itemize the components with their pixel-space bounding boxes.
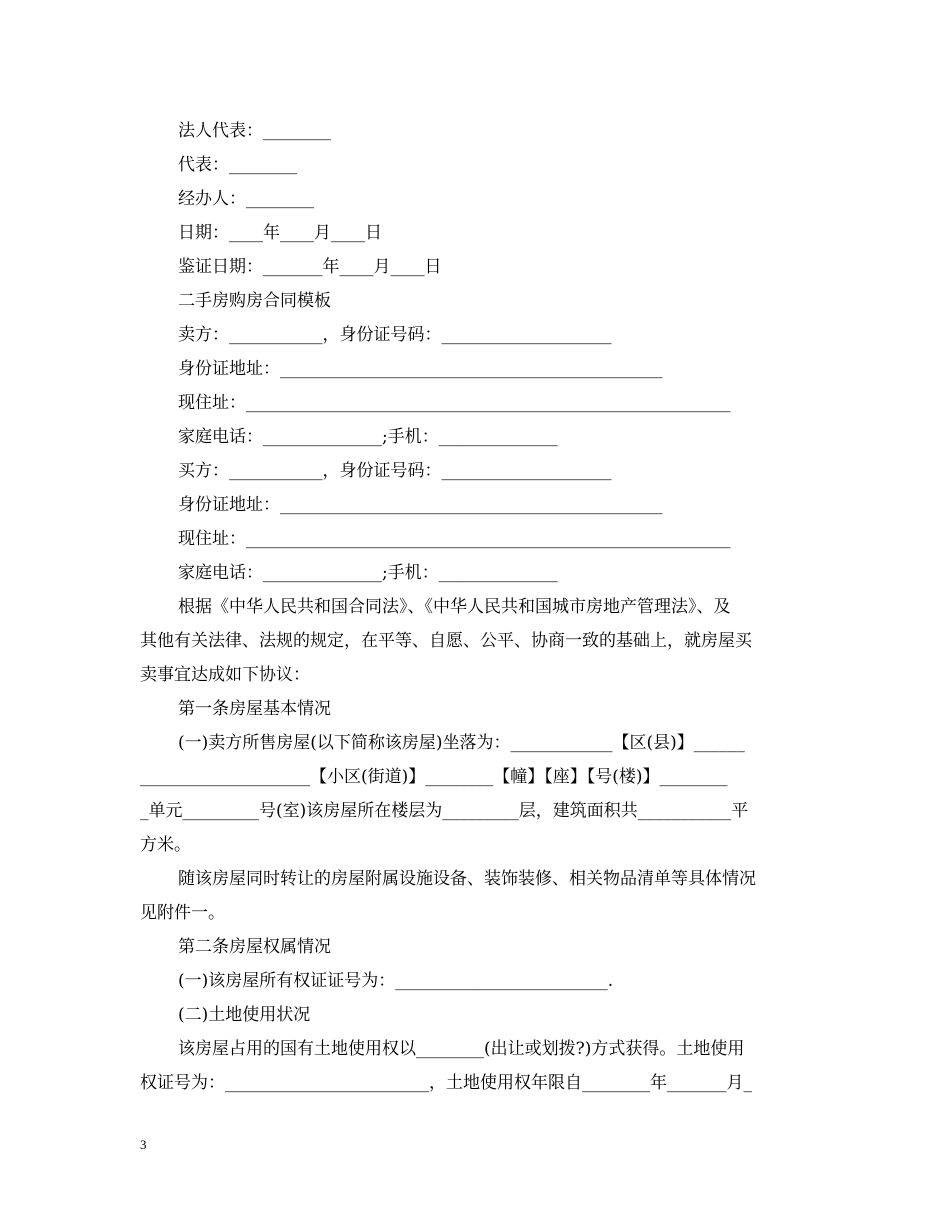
seller-phone-line: 家庭电话：______________;手机：______________ (178, 427, 558, 447)
article-1-attachment-line-2: 见附件一。 (140, 903, 225, 923)
article-1-clause-1-line-1: (一)卖方所售房屋(以下简称该房屋)坐落为：____________【区(县)】______ (178, 733, 745, 753)
article-1-clause-1-line-2: ____________________【小区(街道)】________【幢】【座】【号(楼)】________ (140, 767, 728, 787)
preamble-line-1: 根据《中华人民共和国合同法》、《中华人民共和国城市房地产管理法》、及 (178, 597, 731, 617)
contract-title: 二手房购房合同模板 (178, 291, 331, 311)
representative-line: 代表：________ (178, 155, 297, 175)
article-2-heading: 第二条房屋权属情况 (178, 937, 331, 957)
article-1-heading: 第一条房屋基本情况 (178, 699, 331, 719)
seller-current-address-line: 现住址：_________________________________________________________ (178, 393, 731, 413)
preamble-line-3: 卖事宜达成如下协议： (140, 665, 310, 685)
legal-representative-line: 法人代表：________ (178, 121, 331, 141)
buyer-phone-line: 家庭电话：______________;手机：______________ (178, 563, 558, 583)
buyer-id-address-line: 身份证地址：_____________________________________________ (178, 495, 663, 515)
article-1-clause-1-line-3: _单元_________号(室)该房屋所在楼层为_________层，建筑面积共___________平 (140, 801, 749, 821)
article-1-attachment-line-1: 随该房屋同时转让的房屋附属设施设备、装饰装修、相关物品清单等具体情况 (178, 869, 756, 889)
article-1-clause-1-line-4: 方米。 (140, 835, 191, 855)
document-body (140, 114, 812, 1100)
article-2-clause-2-line-2: 权证号为：________________________，土地使用权年限自________年_______月_ (140, 1073, 752, 1093)
buyer-line: 买方：___________，身份证号码：____________________ (178, 461, 612, 481)
buyer-current-address-line: 现住址：_________________________________________________________ (178, 529, 731, 549)
article-2-clause-1: (一)该房屋所有权证证号为：_________________________. (178, 971, 614, 991)
seller-line: 卖方：___________，身份证号码：____________________ (178, 325, 612, 345)
handler-line: 经办人：________ (178, 189, 314, 209)
seller-id-address-line: 身份证地址：_____________________________________________ (178, 359, 663, 379)
preamble-line-2: 其他有关法律、法规的规定，在平等、自愿、公平、协商一致的基础上，就房屋买 (140, 631, 752, 651)
article-2-clause-2-line-1: 该房屋占用的国有土地使用权以________(出让或划拨?)方式获得。土地使用 (178, 1039, 745, 1059)
date-line: 日期：____年____月____日 (178, 223, 382, 243)
certification-date-line: 鉴证日期：_______年____月____日 (178, 257, 442, 277)
article-2-clause-2-heading: (二)土地使用状况 (178, 1005, 311, 1025)
page-number: 3 (140, 1137, 147, 1152)
